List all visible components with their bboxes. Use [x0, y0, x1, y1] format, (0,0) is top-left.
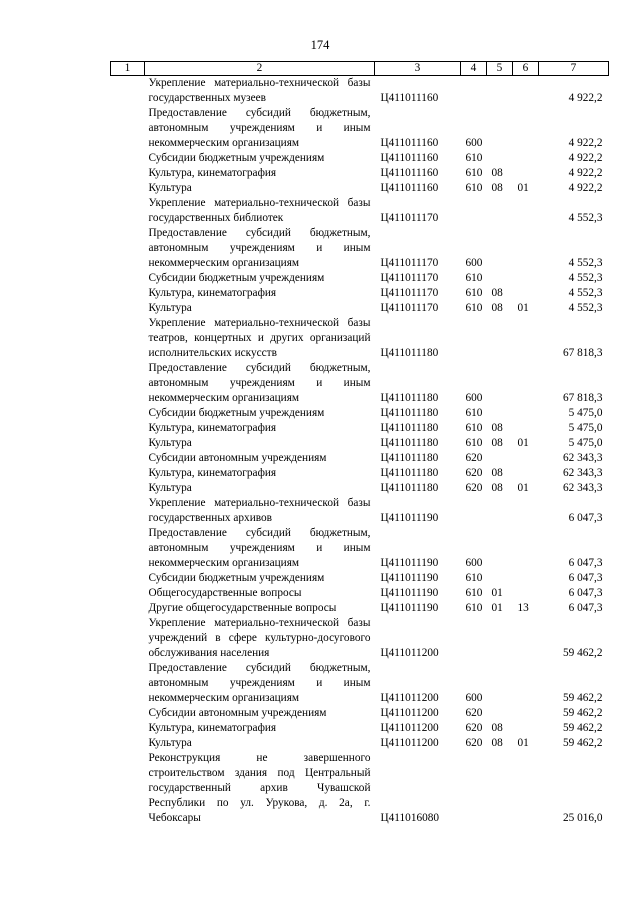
table-row	[111, 316, 609, 361]
row-subsection-cell	[513, 451, 539, 466]
row-subsection-cell	[513, 106, 539, 151]
row-type-cell: 610	[465, 437, 483, 449]
row-code-cell: Ц411011180	[380, 467, 439, 479]
row-code-cell: Ц411011160	[380, 92, 439, 104]
header-col-1: 1	[111, 62, 145, 76]
table-row	[111, 736, 609, 751]
row-section-cell	[487, 571, 513, 586]
row-section-cell	[487, 316, 513, 361]
row-amount-cell: 67 818,3	[562, 347, 603, 359]
row-amount-cell: 6 047,3	[568, 572, 603, 584]
table-row	[111, 106, 609, 151]
row-empty-cell	[111, 421, 145, 436]
row-subsection-cell	[513, 571, 539, 586]
row-type-cell: 600	[465, 557, 483, 569]
table-row	[111, 571, 609, 586]
row-type-cell	[461, 316, 487, 361]
row-subsection-cell	[513, 616, 539, 661]
row-empty-cell	[111, 106, 145, 151]
row-type-cell: 600	[465, 692, 483, 704]
row-code-cell: Ц411011190	[380, 557, 439, 569]
row-subsection-cell	[513, 526, 539, 571]
row-type-cell: 610	[465, 602, 483, 614]
row-section-cell: 01	[491, 602, 503, 614]
row-amount-cell: 4 552,3	[568, 302, 603, 314]
table-row	[111, 421, 609, 436]
row-name-cell: Предоставление субсидий бюджетным, автономным учреждениям и иным некоммерческим организациям	[148, 227, 371, 269]
row-code-cell: Ц411011170	[380, 302, 439, 314]
row-section-cell: 08	[491, 302, 503, 314]
row-code-cell: Ц411016080	[380, 812, 440, 824]
row-section-cell	[487, 226, 513, 271]
row-name-cell: Предоставление субсидий бюджетным, автономным учреждениям и иным некоммерческим организациям	[148, 362, 371, 404]
header-col-4: 4	[461, 62, 487, 76]
row-type-cell: 610	[465, 572, 483, 584]
row-type-cell: 620	[465, 707, 483, 719]
row-section-cell: 08	[491, 437, 503, 449]
row-empty-cell	[111, 601, 145, 616]
row-amount-cell: 62 343,3	[562, 467, 603, 479]
row-empty-cell	[111, 466, 145, 481]
row-name-cell: Культура, кинематография	[148, 722, 277, 734]
row-section-cell: 08	[491, 167, 503, 179]
row-amount-cell: 4 552,3	[568, 272, 603, 284]
row-name-cell: Субсидии автономным учреждениям	[148, 707, 327, 719]
row-name-cell: Культура, кинематография	[148, 167, 277, 179]
row-type-cell	[461, 616, 487, 661]
row-name-cell: Другие общегосударственные вопросы	[148, 602, 337, 614]
row-empty-cell	[111, 226, 145, 271]
row-subsection-cell	[513, 751, 539, 826]
row-type-cell: 610	[465, 587, 483, 599]
row-amount-cell: 4 922,2	[568, 92, 603, 104]
row-type-cell: 610	[465, 182, 483, 194]
row-code-cell: Ц411011180	[380, 452, 439, 464]
row-subsection-cell	[513, 316, 539, 361]
row-name-cell: Субсидии автономным учреждениям	[148, 452, 327, 464]
row-type-cell: 610	[465, 407, 483, 419]
row-type-cell: 610	[465, 287, 483, 299]
row-name-cell: Субсидии бюджетным учреждениям	[148, 572, 325, 584]
row-subsection-cell: 01	[517, 182, 529, 194]
table-body	[111, 76, 609, 827]
table-row	[111, 496, 609, 526]
row-section-cell	[487, 751, 513, 826]
row-empty-cell	[111, 571, 145, 586]
row-code-cell: Ц411011190	[380, 602, 439, 614]
row-amount-cell: 5 475,0	[568, 407, 603, 419]
row-section-cell	[487, 661, 513, 706]
row-code-cell: Ц411011160	[380, 152, 439, 164]
row-code-cell: Ц411011170	[380, 212, 439, 224]
row-subsection-cell	[513, 196, 539, 226]
row-code-cell: Ц411011180	[380, 347, 439, 359]
row-section-cell	[487, 496, 513, 526]
table-row	[111, 196, 609, 226]
row-subsection-cell: 01	[517, 302, 529, 314]
row-amount-cell: 6 047,3	[568, 602, 603, 614]
table-row	[111, 586, 609, 601]
row-empty-cell	[111, 286, 145, 301]
row-section-cell	[487, 151, 513, 166]
row-type-cell	[461, 196, 487, 226]
row-name-cell: Культура	[148, 437, 192, 449]
row-subsection-cell	[513, 406, 539, 421]
table-row	[111, 406, 609, 421]
row-section-cell	[487, 706, 513, 721]
row-subsection-cell	[513, 421, 539, 436]
table-row	[111, 616, 609, 661]
table-row	[111, 526, 609, 571]
row-empty-cell	[111, 196, 145, 226]
table-row	[111, 751, 609, 826]
row-type-cell: 610	[465, 302, 483, 314]
table-row	[111, 601, 609, 616]
table-row	[111, 286, 609, 301]
row-amount-cell: 5 475,0	[568, 437, 603, 449]
row-type-cell: 610	[465, 167, 483, 179]
row-empty-cell	[111, 526, 145, 571]
row-empty-cell	[111, 481, 145, 496]
row-code-cell: Ц411011160	[380, 182, 439, 194]
row-section-cell	[487, 361, 513, 406]
row-code-cell: Ц411011200	[380, 707, 439, 719]
row-amount-cell: 4 552,3	[568, 257, 603, 269]
row-section-cell: 08	[491, 182, 503, 194]
row-empty-cell	[111, 76, 145, 107]
row-amount-cell: 59 462,2	[562, 737, 603, 749]
header-col-5: 5	[487, 62, 513, 76]
row-amount-cell: 25 016,0	[562, 812, 603, 824]
row-name-cell: Предоставление субсидий бюджетным, автономным учреждениям и иным некоммерческим организациям	[148, 662, 371, 704]
table-row	[111, 166, 609, 181]
row-name-cell: Субсидии бюджетным учреждениям	[148, 272, 325, 284]
row-amount-cell: 62 343,3	[562, 482, 603, 494]
row-code-cell: Ц411011170	[380, 287, 439, 299]
row-subsection-cell	[513, 271, 539, 286]
row-code-cell: Ц411011180	[380, 482, 439, 494]
row-empty-cell	[111, 436, 145, 451]
row-empty-cell	[111, 301, 145, 316]
table-row	[111, 706, 609, 721]
row-type-cell: 620	[465, 737, 483, 749]
table-row	[111, 361, 609, 406]
row-type-cell	[461, 751, 487, 826]
row-name-cell: Культура	[148, 302, 192, 314]
row-type-cell: 620	[465, 452, 483, 464]
row-section-cell: 08	[491, 722, 503, 734]
row-subsection-cell: 01	[517, 437, 529, 449]
row-subsection-cell	[513, 466, 539, 481]
row-empty-cell	[111, 721, 145, 736]
row-subsection-cell	[513, 151, 539, 166]
row-code-cell: Ц411011180	[380, 392, 439, 404]
row-code-cell: Ц411011160	[380, 137, 439, 149]
row-empty-cell	[111, 181, 145, 196]
row-name-cell: Предоставление субсидий бюджетным, автономным учреждениям и иным некоммерческим организациям	[148, 107, 371, 149]
row-empty-cell	[111, 451, 145, 466]
row-subsection-cell	[513, 661, 539, 706]
row-code-cell: Ц411011180	[380, 407, 439, 419]
page-number: 174	[310, 38, 330, 52]
row-name-cell: Укрепление материально-технической базы государственных архивов	[148, 497, 371, 524]
row-section-cell: 08	[491, 737, 503, 749]
table-row	[111, 466, 609, 481]
row-name-cell: Укрепление материально-технической базы государственных библиотек	[148, 197, 371, 224]
row-code-cell: Ц411011200	[380, 692, 439, 704]
row-name-cell: Культура	[148, 182, 192, 194]
row-type-cell: 610	[465, 422, 483, 434]
row-amount-cell: 4 922,2	[568, 167, 603, 179]
row-name-cell: Субсидии бюджетным учреждениям	[148, 152, 325, 164]
row-amount-cell: 4 552,3	[568, 212, 603, 224]
row-section-cell	[487, 271, 513, 286]
row-section-cell	[487, 616, 513, 661]
table-row	[111, 721, 609, 736]
row-code-cell: Ц411011190	[380, 587, 439, 599]
table-row	[111, 151, 609, 166]
row-section-cell: 08	[491, 482, 503, 494]
header-col-7: 7	[539, 62, 609, 76]
row-name-cell: Укрепление материально-технической базы театров, концертных и других организаций исполнительских искусств	[148, 317, 371, 359]
row-subsection-cell: 13	[517, 602, 529, 614]
row-section-cell: 08	[491, 287, 503, 299]
header-row	[111, 62, 609, 76]
row-subsection-cell: 01	[517, 482, 529, 494]
row-empty-cell	[111, 496, 145, 526]
row-amount-cell: 5 475,0	[568, 422, 603, 434]
row-empty-cell	[111, 166, 145, 181]
row-section-cell	[487, 406, 513, 421]
row-name-cell: Укрепление материально-технической базы учреждений в сфере культурно-досугового обслуживания населения	[148, 617, 371, 659]
row-amount-cell: 67 818,3	[562, 392, 603, 404]
row-amount-cell: 59 462,2	[562, 692, 603, 704]
table-row	[111, 271, 609, 286]
row-name-cell: Культура, кинематография	[148, 422, 277, 434]
row-code-cell: Ц411011160	[380, 167, 439, 179]
table-header	[111, 62, 609, 76]
row-empty-cell	[111, 586, 145, 601]
row-subsection-cell	[513, 586, 539, 601]
row-empty-cell	[111, 361, 145, 406]
table-row	[111, 481, 609, 496]
row-subsection-cell	[513, 226, 539, 271]
row-type-cell: 620	[465, 467, 483, 479]
row-name-cell: Культура, кинематография	[148, 287, 277, 299]
row-code-cell: Ц411011180	[380, 437, 439, 449]
row-type-cell	[461, 76, 487, 107]
table-row	[111, 451, 609, 466]
row-name-cell: Культура, кинематография	[148, 467, 277, 479]
row-amount-cell: 6 047,3	[568, 557, 603, 569]
row-type-cell: 600	[465, 392, 483, 404]
row-type-cell: 610	[465, 272, 483, 284]
row-subsection-cell	[513, 166, 539, 181]
row-empty-cell	[111, 661, 145, 706]
row-name-cell: Общегосударственные вопросы	[148, 587, 302, 599]
row-name-cell: Культура	[148, 737, 192, 749]
table-row	[111, 436, 609, 451]
row-subsection-cell	[513, 721, 539, 736]
row-code-cell: Ц411011190	[380, 572, 439, 584]
header-col-2: 2	[145, 62, 375, 76]
row-section-cell	[487, 76, 513, 107]
table-row	[111, 181, 609, 196]
row-amount-cell: 4 922,2	[568, 182, 603, 194]
row-amount-cell: 4 922,2	[568, 137, 603, 149]
row-section-cell	[487, 451, 513, 466]
row-code-cell: Ц411011180	[380, 422, 439, 434]
table-row	[111, 76, 609, 107]
row-section-cell	[487, 196, 513, 226]
row-amount-cell: 4 552,3	[568, 287, 603, 299]
row-amount-cell: 59 462,2	[562, 707, 603, 719]
row-subsection-cell: 01	[517, 737, 529, 749]
row-code-cell: Ц411011200	[380, 722, 439, 734]
row-amount-cell: 62 343,3	[562, 452, 603, 464]
row-subsection-cell	[513, 706, 539, 721]
row-type-cell: 600	[465, 257, 483, 269]
header-col-3: 3	[375, 62, 461, 76]
row-section-cell	[487, 106, 513, 151]
row-empty-cell	[111, 616, 145, 661]
row-section-cell: 01	[491, 587, 503, 599]
row-empty-cell	[111, 151, 145, 166]
row-empty-cell	[111, 271, 145, 286]
row-subsection-cell	[513, 496, 539, 526]
row-type-cell: 600	[465, 137, 483, 149]
row-type-cell	[461, 496, 487, 526]
row-section-cell: 08	[491, 467, 503, 479]
row-empty-cell	[111, 316, 145, 361]
row-empty-cell	[111, 736, 145, 751]
table-row	[111, 661, 609, 706]
row-code-cell: Ц411011190	[380, 512, 439, 524]
row-name-cell: Культура	[148, 482, 192, 494]
row-amount-cell: 6 047,3	[568, 512, 603, 524]
budget-table	[110, 61, 609, 826]
row-code-cell: Ц411011170	[380, 257, 439, 269]
row-amount-cell: 6 047,3	[568, 587, 603, 599]
row-code-cell: Ц411011200	[380, 647, 439, 659]
row-type-cell: 620	[465, 482, 483, 494]
row-name-cell: Предоставление субсидий бюджетным, автономным учреждениям и иным некоммерческим организациям	[148, 527, 371, 569]
row-section-cell: 08	[491, 422, 503, 434]
row-amount-cell: 59 462,2	[562, 722, 603, 734]
row-subsection-cell	[513, 76, 539, 107]
row-type-cell: 610	[465, 152, 483, 164]
row-empty-cell	[111, 406, 145, 421]
row-name-cell: Реконструкция не завершенного строительством здания под Центральный государственный архив Чувашской Республики по ул. Урукова, д. 2а, г. Чебоксары	[148, 752, 371, 824]
row-subsection-cell	[513, 361, 539, 406]
row-code-cell: Ц411011170	[380, 272, 439, 284]
table-row	[111, 226, 609, 271]
table-row	[111, 301, 609, 316]
header-col-6: 6	[513, 62, 539, 76]
row-name-cell: Субсидии бюджетным учреждениям	[148, 407, 325, 419]
row-name-cell: Укрепление материально-технической базы государственных музеев	[148, 77, 371, 104]
row-empty-cell	[111, 706, 145, 721]
row-code-cell: Ц411011200	[380, 737, 439, 749]
row-amount-cell: 4 922,2	[568, 152, 603, 164]
row-type-cell: 620	[465, 722, 483, 734]
row-amount-cell: 59 462,2	[562, 647, 603, 659]
row-section-cell	[487, 526, 513, 571]
row-empty-cell	[111, 751, 145, 826]
row-subsection-cell	[513, 286, 539, 301]
